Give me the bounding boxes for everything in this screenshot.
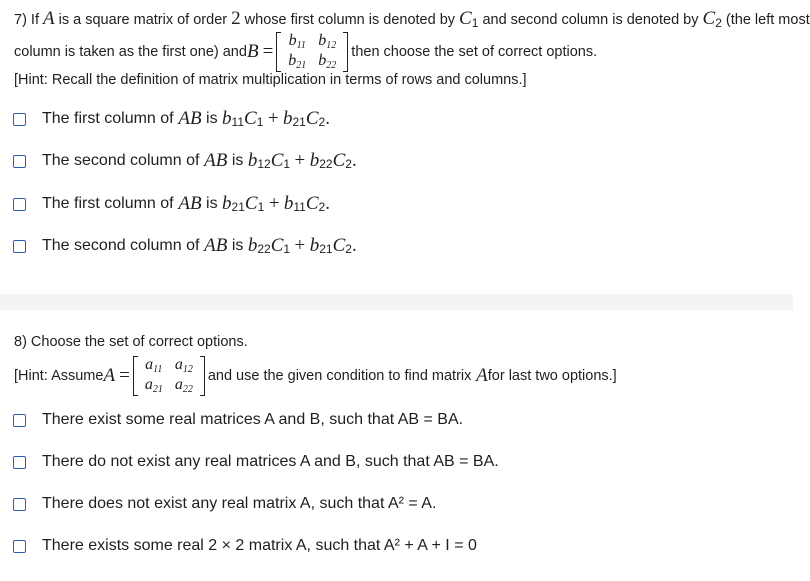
q8-title: 8) Choose the set of correct options. — [14, 334, 248, 350]
q7-hint: [Hint: Recall the definition of matrix multiplication in terms of rows and columns.] — [14, 72, 527, 88]
q8-hint-c: for last two options.] — [487, 368, 617, 384]
q7-option-1[interactable]: The first column of AB is b 11 C 1 + b 21 C 2 . — [13, 108, 330, 130]
q7-order: 2 — [231, 8, 241, 29]
q7-prefix: 7) If — [14, 12, 44, 28]
q7-option-4-text: The second column of — [42, 237, 200, 254]
q7-text4: (the left most — [721, 12, 810, 28]
q7-option-3-text: The first column of — [42, 195, 174, 212]
q7-option-1-text: The first column of — [42, 110, 174, 127]
checkbox[interactable] — [13, 155, 26, 168]
matrix-a: a11 a12 a21 a22 — [133, 356, 205, 396]
q8-hint: [Hint: Assume A = a11 a12 a21 a22 and use the given condition to find matrix A for last two options.] — [14, 356, 617, 395]
q8-option-1-text: There exist some real matrices A and B, such that AB = BA. — [42, 411, 464, 428]
q7-line1: 7) If A is a square matrix of order 2 whose first column is denoted by $C_1$ and second column is denoted by $C_2$ (the left most — [14, 8, 810, 30]
q7-line2-tail: then choose the set of correct options. — [351, 44, 598, 60]
question-divider — [0, 294, 793, 310]
q8-option-2[interactable] — [13, 453, 499, 471]
checkbox[interactable] — [13, 498, 26, 511]
checkbox[interactable] — [13, 456, 26, 469]
q7-line2: column is taken as the first one) and B = b11 b12 b21 b22 then choose the set of correct options. — [14, 32, 598, 71]
checkbox[interactable] — [13, 198, 26, 211]
checkbox[interactable] — [13, 113, 26, 126]
q8-hint-a: [Hint: Assume — [14, 368, 104, 384]
q7-text3: and second column is denoted by — [478, 12, 703, 28]
q7-line2-text: column is taken as the first one) and — [14, 44, 247, 60]
checkbox[interactable] — [13, 414, 26, 427]
q8-option-4-text: There exists some real 2 × 2 matrix A, such that A² + A + I = 0 — [42, 537, 477, 554]
q8-option-2-text: There do not exist any real matrices A and B, such that AB = BA. — [42, 453, 499, 470]
q7-option-4[interactable]: The second column of AB is b 22 C 1 + b 21 C 2 . — [13, 235, 357, 257]
q7-text1: is a square matrix of order — [54, 12, 232, 28]
q7-option-3[interactable]: The first column of AB is b 21 C 1 + b 11 C 2 . — [13, 193, 330, 215]
checkbox[interactable] — [13, 540, 26, 553]
matrix-b: b11 b12 b21 b22 — [276, 32, 348, 72]
q7-text2: whose first column is denoted by — [240, 12, 460, 28]
q7-option-2[interactable]: The second column of AB is b 12 C 1 + b 22 C 2 . — [13, 150, 357, 172]
checkbox[interactable] — [13, 240, 26, 253]
q8-option-3-text: There does not exist any real matrix A, such that A² = A. — [42, 495, 437, 512]
q8-hint-b: and use the given condition to find matrix — [207, 368, 472, 384]
q8-option-4[interactable] — [13, 537, 477, 555]
q8-option-3[interactable] — [13, 495, 436, 513]
q7-option-2-text: The second column of — [42, 152, 200, 169]
q8-option-1[interactable] — [13, 411, 463, 429]
